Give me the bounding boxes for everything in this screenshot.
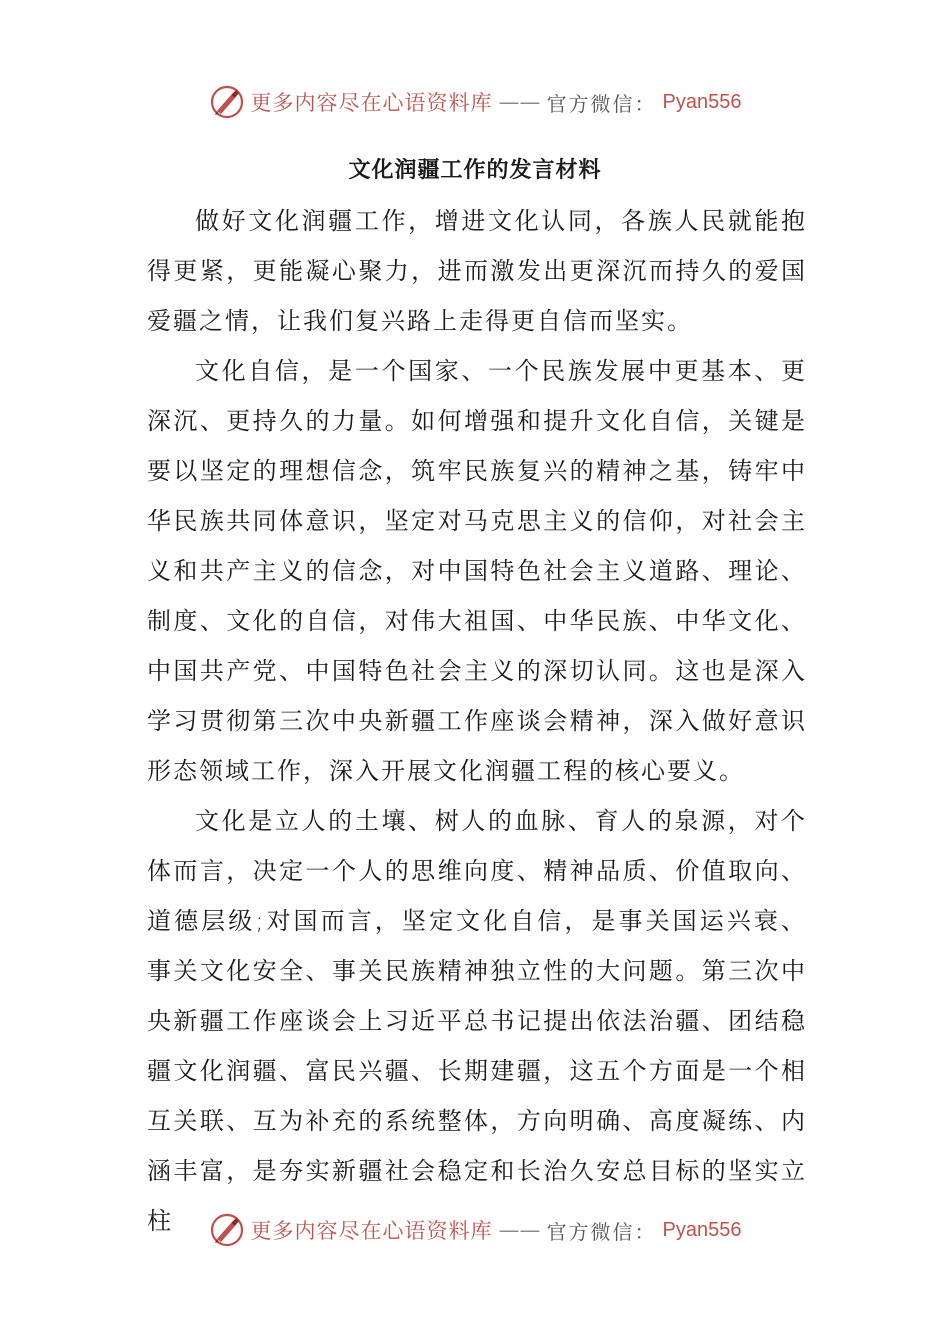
paragraph: 做好文化润疆工作，增进文化认同，各族人民就能抱得更紧，更能凝心聚力，进而激发出更深沉而持久的爱国爱疆之情，让我们复兴路上走得更自信而坚实。 (147, 207, 807, 335)
paragraph: 文化是立人的土壤、树人的血脉、育人的泉源，对个体而言，决定一个人的思维向度、精神品质、价值取向、道德层级;对国而言，坚定文化自信，是事关国运兴衰、事关文化安全、事关民族精神独立性的大问题。第三次中央新疆工作座谈会上习近平总书记提出依法治疆、团结稳疆文化润疆、富民兴疆、长期建疆，这五个方面是一个相互关联、互为补充的系统整体，方向明确、高度凝练、内涵丰富，是夯实新疆社会稳定和长治久安总目标的坚实立柱 (147, 807, 807, 1235)
pen-logo-icon (209, 1212, 245, 1248)
banner-brand-text: 更多内容尽在心语资料库 (250, 1219, 493, 1243)
banner-brand-text: 更多内容尽在心语资料库 (250, 91, 493, 115)
banner-wechat-id: Pyan556 (662, 1218, 742, 1241)
banner-wechat-label: 官方微信： (546, 91, 657, 116)
paragraph: 文化自信，是一个国家、一个民族发展中更基本、更深沉、更持久的力量。如何增强和提升文化自信，关键是要以坚定的理想信念，筑牢民族复兴的精神之基，铸牢中华民族共同体意识，坚定对马克思主义的信仰，对社会主义和共产主义的信念，对中国特色社会主义道路、理论、制度、文化的自信，对伟大祖国、中华民族、中华文化、中国共产党、中国特色社会主义的深切认同。这也是深入学习贯彻第三次中央新疆工作座谈会精神，深入做好意识形态领域工作，深入开展文化润疆工程的核心要义。 (147, 357, 807, 785)
banner-wechat-id: Pyan556 (662, 90, 742, 113)
banner-dash: —— (498, 1218, 541, 1242)
pen-logo-icon (209, 84, 245, 120)
document-body (147, 196, 807, 1246)
footer-watermark-banner (0, 1210, 950, 1250)
banner-wechat-label: 官方微信： (546, 1219, 657, 1244)
banner-dash: —— (498, 90, 541, 114)
document-title: 文化润疆工作的发言材料 (348, 158, 602, 183)
header-watermark-banner (0, 82, 950, 122)
